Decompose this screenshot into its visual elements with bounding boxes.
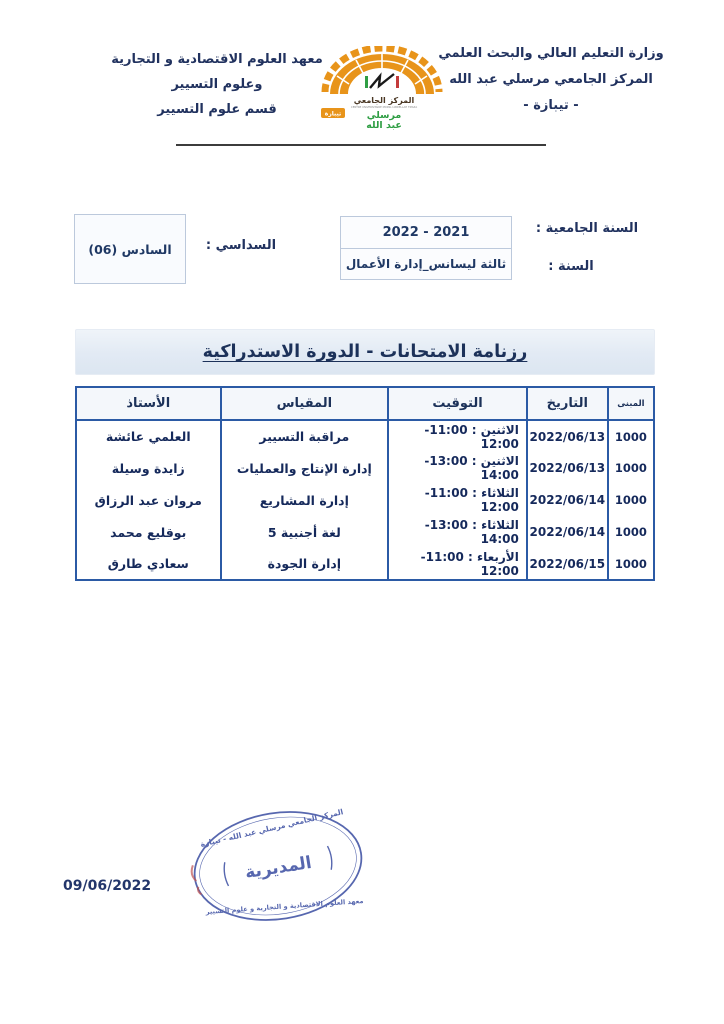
cell-date: 2022/06/13 (527, 452, 608, 484)
cell-professor: بوقليع محمد (76, 516, 221, 548)
cell-professor: مروان عبد الرزاق (76, 484, 221, 516)
stamp-center-text: المديرية (243, 852, 314, 884)
table-row (76, 452, 654, 484)
cell-time: الأربعاء : 11:00-12:00 (388, 548, 527, 580)
academic-year-label: السنة الجامعية : (535, 221, 639, 236)
cell-time: الاثنين : 13:00-14:00 (388, 452, 527, 484)
directorate-stamp (182, 796, 374, 936)
cell-building: 1000 (608, 516, 654, 548)
header-divider (176, 144, 546, 146)
issue-date: 09/06/2022 (63, 878, 152, 894)
cell-time: الثلاثاء : 13:00-14:00 (388, 516, 527, 548)
year-label: السنة : (548, 259, 594, 274)
logo-subtitle-fr: CENTRE UNIVERSITAIRE MORSLI ABDELLAH TIPAZA (350, 106, 418, 109)
cell-subject: إدارة الإنتاج والعمليات (221, 452, 389, 484)
page-title: رزنامة الامتحانات - الدورة الاستدراكية (202, 342, 528, 362)
cell-professor: زايدة وسيلة (76, 452, 221, 484)
logo-name-line1: مرسلي (366, 110, 402, 121)
cell-date: 2022/06/15 (527, 548, 608, 580)
year-value-boxes (340, 216, 512, 280)
institute-line2: وعلوم التسيير (171, 77, 263, 92)
ministry-line: وزارة التعليم العالي والبحث العلمي (438, 46, 664, 61)
cell-subject: إدارة المشاريع (221, 484, 389, 516)
table-header-row (76, 387, 654, 420)
col-header-date: التاريخ (527, 387, 608, 420)
table-row (76, 516, 654, 548)
col-header-subject: المقياس (221, 387, 389, 420)
cell-building: 1000 (608, 484, 654, 516)
cell-date: 2022/06/13 (527, 420, 608, 452)
center-name-line: المركز الجامعي مرسلي عبد الله (449, 72, 653, 87)
stamp-top-text: المركز الجامعي مرسلي عبد الله - تيبازة (199, 807, 345, 849)
col-header-professor: الأستاذ (76, 387, 221, 420)
exam-schedule-table (75, 386, 655, 581)
cell-professor: العلمي عائشة (76, 420, 221, 452)
title-banner (75, 329, 655, 375)
cell-building: 1000 (608, 548, 654, 580)
academic-year-value: 2021 - 2022 (382, 225, 470, 240)
badge-label: تيبازة (324, 110, 342, 118)
cell-date: 2022/06/14 (527, 484, 608, 516)
cell-time: الثلاثاء : 11:00-12:00 (388, 484, 527, 516)
cell-date: 2022/06/14 (527, 516, 608, 548)
semester-value-box: السادس (06) (74, 214, 186, 284)
table-row (76, 484, 654, 516)
col-header-building: المبنى (608, 387, 654, 420)
cell-subject: مراقبة التسيير (221, 420, 389, 452)
stamp-bottom-text: معهد العلوم الاقتصادية و التجارية و علوم التسيير (205, 896, 364, 916)
ministry-header (406, 46, 696, 124)
table-row (76, 420, 654, 452)
cell-building: 1000 (608, 452, 654, 484)
city-line: - تيبازة - (523, 98, 579, 113)
table-row (76, 548, 654, 580)
cell-building: 1000 (608, 420, 654, 452)
cell-professor: سعادي طارق (76, 548, 221, 580)
logo-name-line2: عبد الله (366, 120, 402, 131)
col-header-time: التوقيت (388, 387, 527, 420)
institute-line: معهد العلوم الاقتصادية و التجارية (111, 52, 323, 67)
logo-title-text: المركز الجامعي (353, 96, 415, 105)
semester-label: السداسي : (205, 238, 277, 253)
cell-subject: لغة أجنبية 5 (221, 516, 389, 548)
cell-subject: إدارة الجودة (221, 548, 389, 580)
department-line: قسم علوم التسيير (157, 102, 277, 117)
cell-time: الاثنين : 11:00-12:00 (388, 420, 527, 452)
institute-header (72, 52, 362, 127)
year-value: ثالثة ليسانس_إدارة الأعمال (341, 248, 511, 279)
stamp-icon (182, 796, 374, 936)
